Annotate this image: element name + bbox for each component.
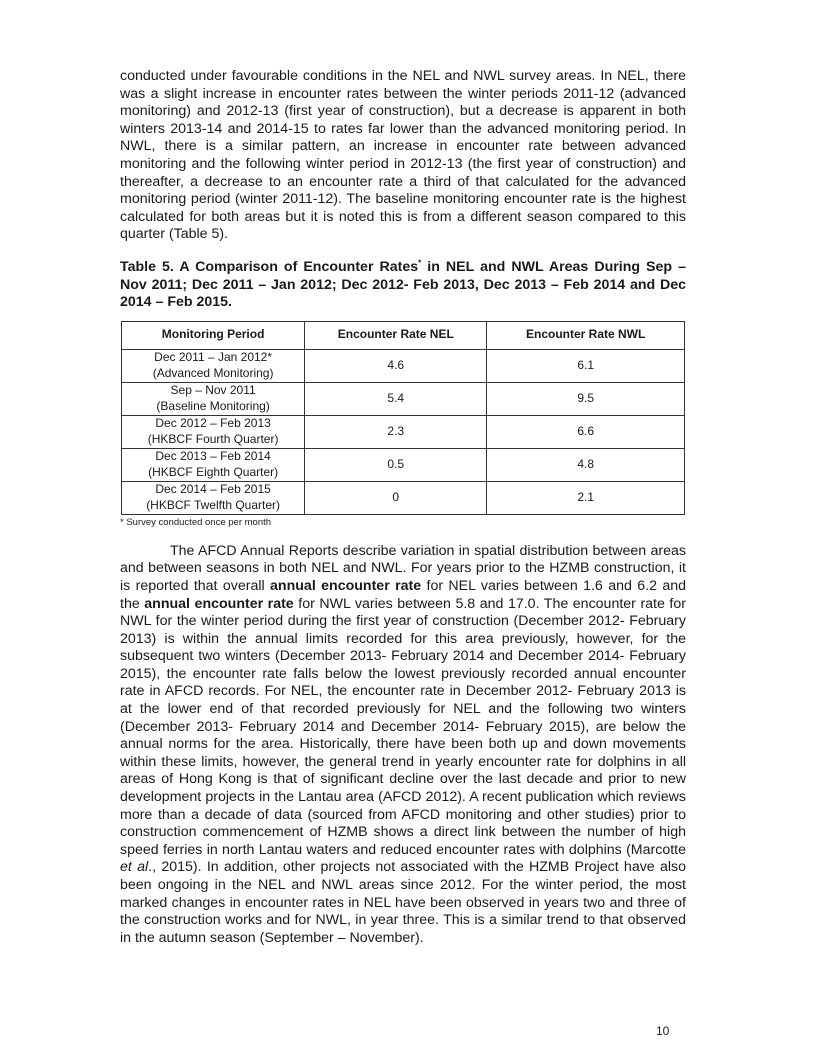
period-type: (HKBCF Eighth Quarter) — [148, 464, 279, 479]
table-caption-text: Table 5. A Comparison of Encounter Rates — [120, 258, 419, 275]
paragraph-text: for NWL varies between 5.8 and 17.0. The encounter rate for NWL for the winter period during the first year of construction (December 2012- February 2013) is within the annual limits recorded for this area previously, however, for the subsequent two winters (December 2013- February 2014 and December 2014- February 2015), the encounter rate falls below the lowest previously recorded annual encounter rate in AFCD records. For NEL, the encounter rate in December 2012- February 2013 is at the lower end of that recorded previously for NEL and the following two winters (December 2013- February 2014 and December 2014- February 2015), are below the annual norms for the area. Historically, there have been both up and down movements within these limits, however, the general trend in yearly encounter rate for dolphins in all areas of Hong Kong is that of significant decline over the last decade and prior to new development projects in the Lantau area (AFCD 2012). A recent publication which reviews more than a decade of data (sourced from AFCD monitoring and other studies) prior to construction commencement of HZMB shows a direct link between the number of high speed ferries in north Lantau waters and reduced encounter rates with dolphins (Marcotte — [120, 595, 686, 858]
period-name: Sep – Nov 2011 — [170, 383, 256, 398]
bold-term: annual encounter rate — [270, 577, 422, 594]
period-name: Dec 2014 – Feb 2015 — [155, 482, 271, 497]
table-row — [122, 448, 685, 481]
page-number: 10 — [656, 1024, 670, 1038]
period-type: (Baseline Monitoring) — [156, 398, 270, 413]
table-caption — [120, 259, 686, 312]
nwl-rate-cell: 9.5 — [487, 382, 685, 415]
bold-term: annual encounter rate — [144, 595, 294, 612]
table-row — [122, 349, 685, 382]
table-header-row — [122, 321, 685, 349]
page-content — [120, 68, 686, 947]
nel-rate-cell: 0 — [305, 481, 487, 514]
period-cell — [122, 415, 305, 448]
intro-paragraph: conducted under favourable conditions in the NEL and NWL survey areas. In NEL, there was a slight increase in encounter rates between the winter periods 2011-12 (advanced monitoring) and 2012-13 (first year of construction), but a decrease is apparent in both winters 2013-14 and 2014-15 to rates far lower than the advanced monitoring period. In NWL, there is a similar pattern, an increase in encounter rate between advanced monitoring and the following winter period in 2012-13 (the first year of construction) and thereafter, a decrease to an encounter rate a third of that calculated for the advanced monitoring period (winter 2011-12). The baseline monitoring encounter rate is the highest calculated for both areas but it is noted this is from a different season compared to this quarter (Table 5). — [120, 68, 686, 243]
period-cell — [122, 349, 305, 382]
italic-term: et al — [120, 859, 149, 876]
paragraph-text: The AFCD Annual Reports describe variation in spatial distribution between areas and between seasons in both NEL and NWL. For years prior to the HZMB construction, it is reported that overall — [120, 542, 686, 594]
table-row — [122, 481, 685, 514]
nwl-rate-cell: 6.6 — [487, 415, 685, 448]
header-monitoring-period: Monitoring Period — [122, 321, 305, 349]
period-type: (HKBCF Twelfth Quarter) — [146, 497, 280, 512]
nel-rate-cell: 5.4 — [305, 382, 487, 415]
table-row — [122, 415, 685, 448]
period-name: Dec 2011 – Jan 2012* — [154, 350, 273, 365]
table-caption-text-rest: in NEL and NWL Areas During Sep – Nov 2011; Dec 2011 – Jan 2012; Dec 2012- Feb 2013, Dec 2013 – Feb 2014 and Dec 2014 – Feb 2015. — [120, 258, 686, 311]
header-encounter-rate-nel: Encounter Rate NEL — [305, 321, 487, 349]
period-type: (Advanced Monitoring) — [152, 365, 274, 380]
table-row — [122, 382, 685, 415]
period-cell — [122, 448, 305, 481]
header-encounter-rate-nwl: Encounter Rate NWL — [487, 321, 685, 349]
table-caption-footnote-mark: * — [418, 258, 422, 268]
period-name: Dec 2012 – Feb 2013 — [155, 416, 271, 431]
table-footnote: * Survey conducted once per month — [120, 516, 272, 528]
nwl-rate-cell: 2.1 — [487, 481, 685, 514]
period-name: Dec 2013 – Feb 2014 — [155, 449, 271, 464]
afcd-paragraph — [120, 543, 686, 948]
nel-rate-cell: 4.6 — [305, 349, 487, 382]
period-cell — [122, 382, 305, 415]
encounter-rate-table — [121, 321, 685, 515]
nel-rate-cell: 2.3 — [305, 415, 487, 448]
nwl-rate-cell: 6.1 — [487, 349, 685, 382]
nwl-rate-cell: 4.8 — [487, 448, 685, 481]
period-cell — [122, 481, 305, 514]
paragraph-text: ., 2015). In addition, other projects not associated with the HZMB Project have also been ongoing in the NEL and NWL areas since 2012. For the winter period, the most marked changes in encounter rates in NEL have been observed in years two and three of the construction works and for NWL, in year three. This is a similar trend to that observed in the autumn season (September – November). — [120, 859, 686, 946]
nel-rate-cell: 0.5 — [305, 448, 487, 481]
paragraph-text: for NEL varies between 1.6 and 6.2 and the — [120, 577, 686, 612]
period-type: (HKBCF Fourth Quarter) — [147, 431, 279, 446]
